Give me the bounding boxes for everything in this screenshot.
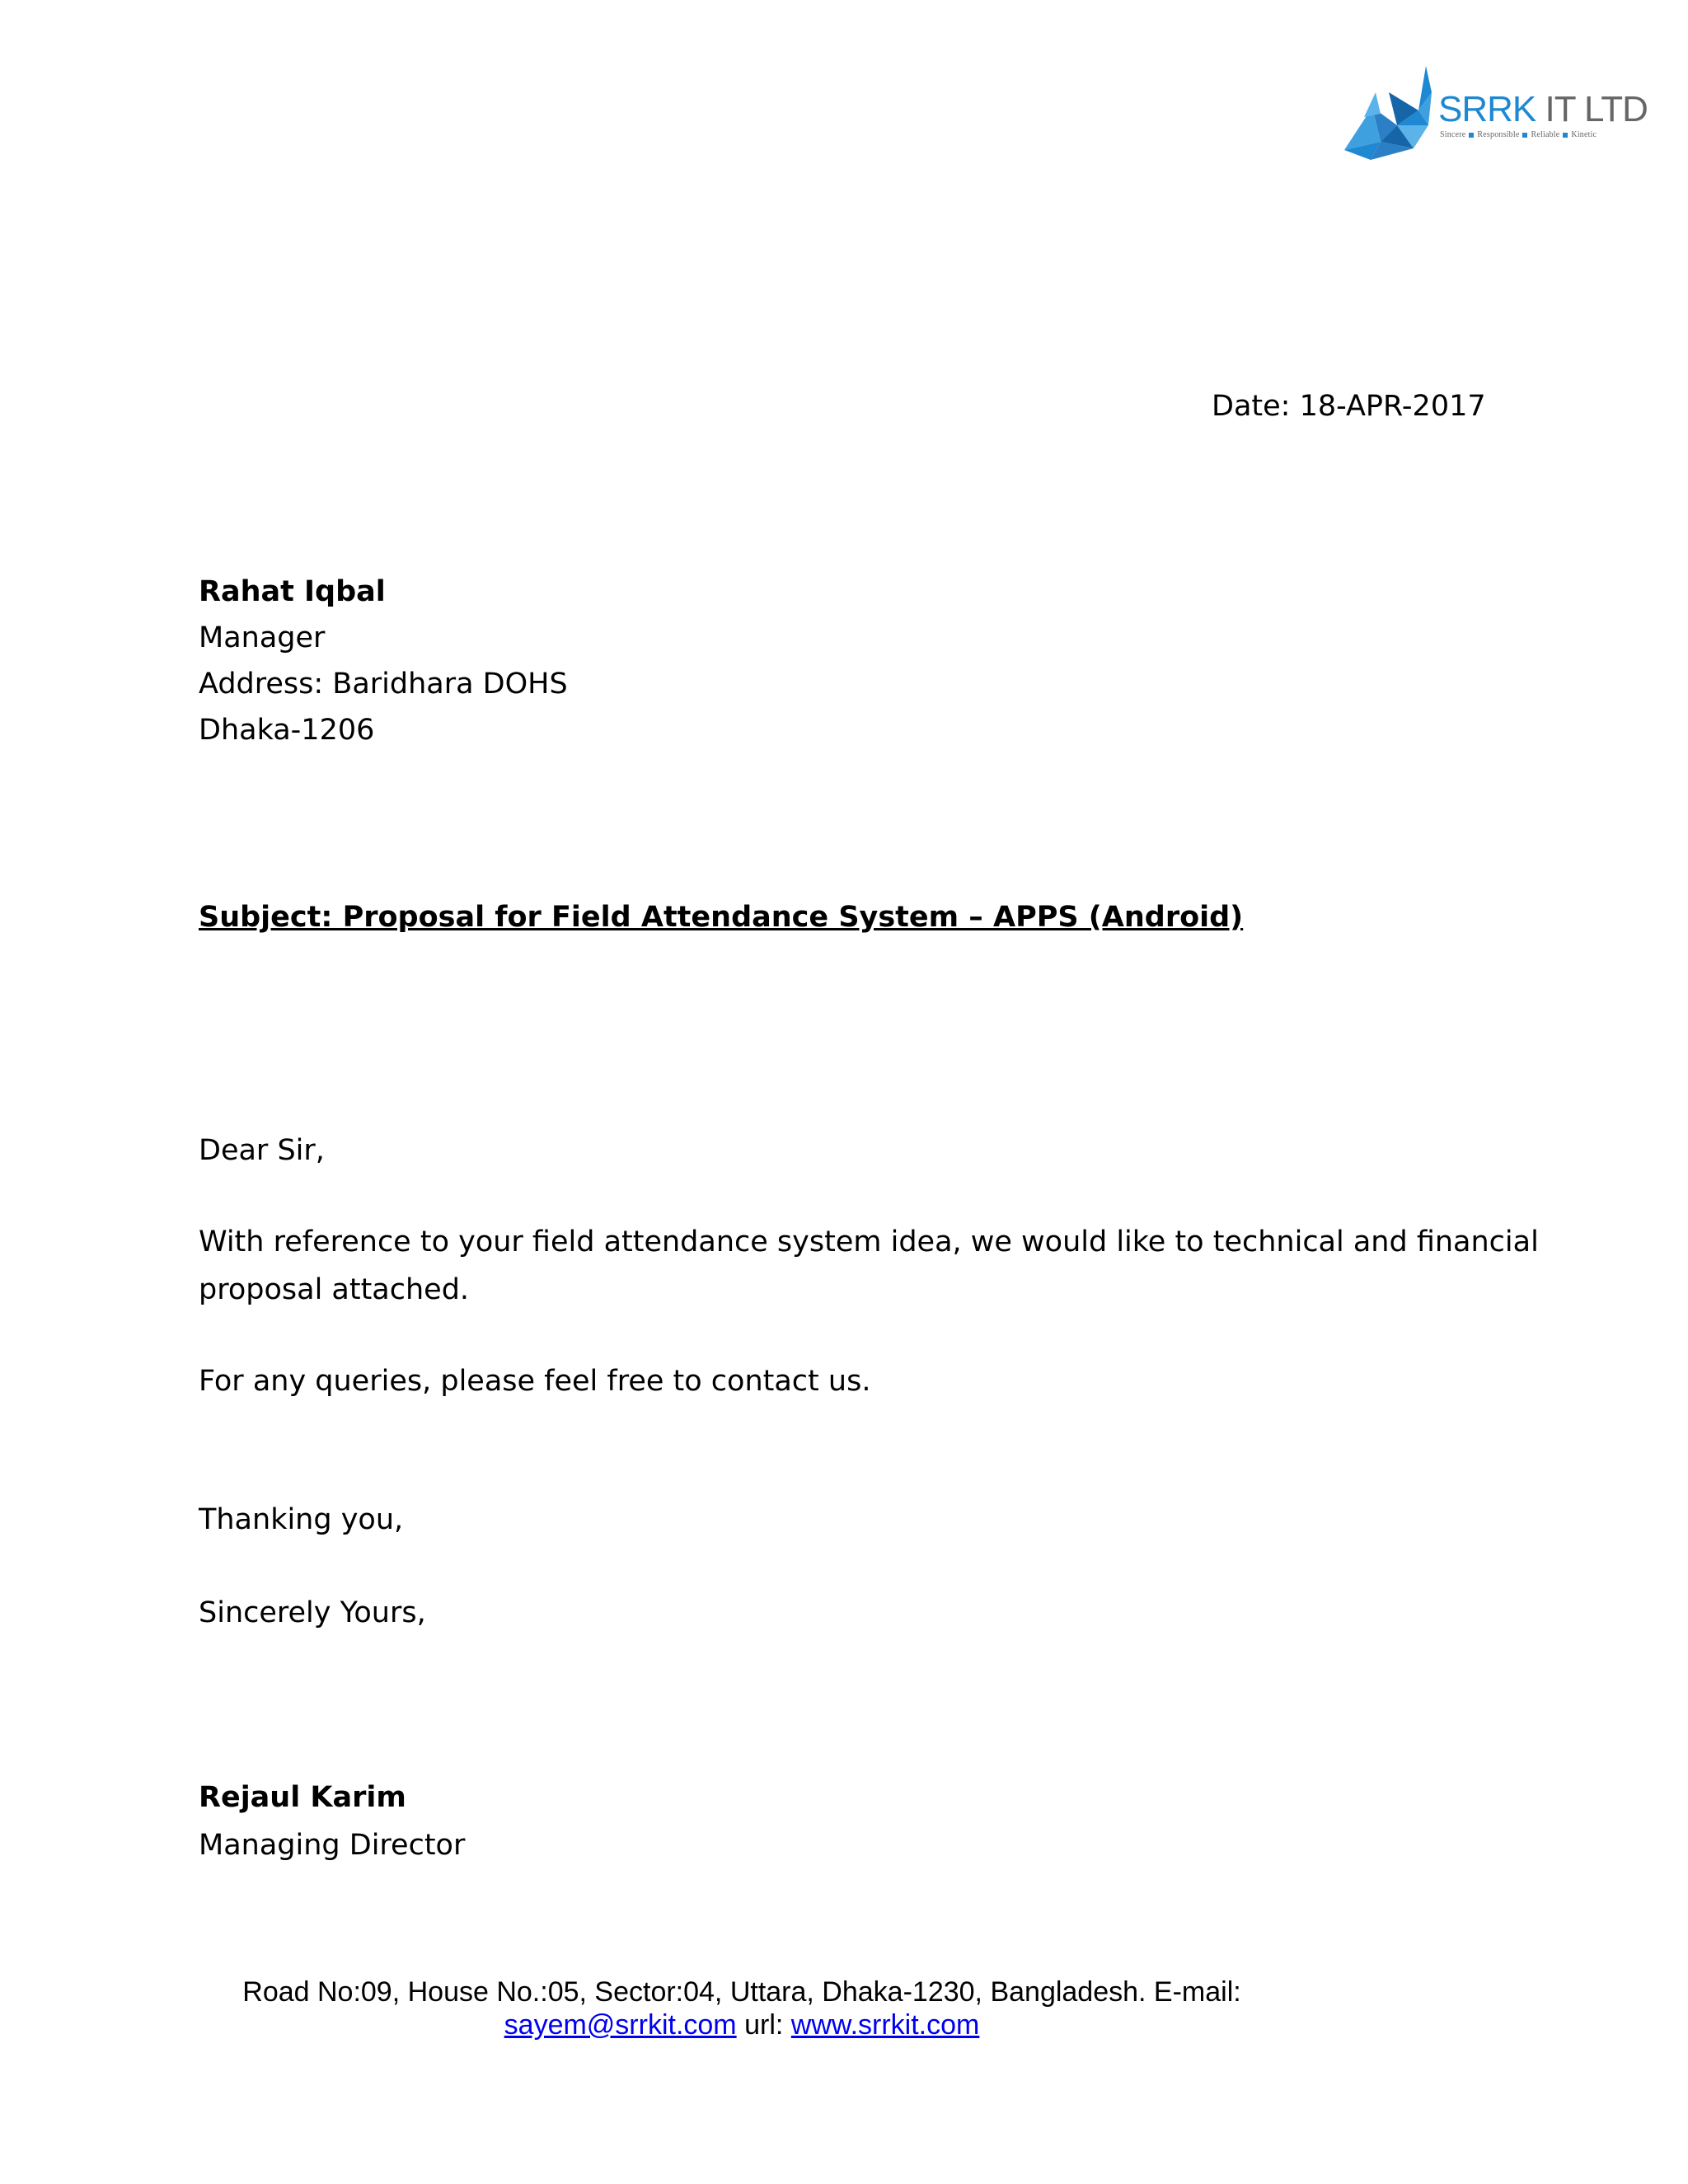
signatory-title: Managing Director <box>199 1829 466 1862</box>
bird-logo-icon <box>1339 59 1438 166</box>
signatory-name: Rejaul Karim <box>199 1781 406 1814</box>
recipient-name: Rahat Iqbal <box>199 575 386 608</box>
footer-url-label: url: <box>744 2009 784 2041</box>
footer-contact-line <box>165 2008 1319 2041</box>
tagline-word: Responsible <box>1477 130 1520 139</box>
letter-date: Date: 18-APR-2017 <box>1212 390 1486 423</box>
closing-sincerely: Sincerely Yours, <box>199 1596 426 1629</box>
footer-address: Road No:09, House No.:05, Sector:04, Uttara, Dhaka-1230, Bangladesh. E-mail: <box>242 1976 1241 2008</box>
closing-thanks: Thanking you, <box>199 1503 404 1536</box>
tagline-word: Kinetic <box>1571 130 1597 139</box>
salutation: Dear Sir, <box>199 1134 325 1167</box>
footer-website-link[interactable]: www.srrkit.com <box>790 2009 980 2041</box>
tagline-separator <box>1469 133 1474 138</box>
body-paragraph-line: proposal attached. <box>199 1273 470 1306</box>
recipient-city: Dhaka-1206 <box>199 714 375 747</box>
company-name-secondary: IT LTD <box>1545 89 1648 129</box>
tagline-separator <box>1522 133 1527 138</box>
tagline-separator <box>1563 133 1568 138</box>
tagline-word: Reliable <box>1531 130 1560 139</box>
body-paragraph: For any queries, please feel free to contact us. <box>199 1365 871 1398</box>
company-logo <box>1339 59 1648 166</box>
recipient-title: Manager <box>199 621 326 654</box>
company-name <box>1438 89 1648 130</box>
company-name-primary: SRRK <box>1438 89 1536 129</box>
body-paragraph-line: With reference to your field attendance system idea, we would like to technical and financial <box>199 1226 1539 1258</box>
letterhead-footer <box>165 1975 1319 2041</box>
recipient-address: Address: Baridhara DOHS <box>199 668 568 701</box>
tagline-word: Sincere <box>1440 130 1466 139</box>
footer-email-link[interactable]: sayem@srrkit.com <box>504 2009 737 2041</box>
letter-subject: Subject: Proposal for Field Attendance System – APPS (Android) <box>199 901 1244 934</box>
company-tagline <box>1440 130 1597 139</box>
recipient-block <box>199 569 568 753</box>
